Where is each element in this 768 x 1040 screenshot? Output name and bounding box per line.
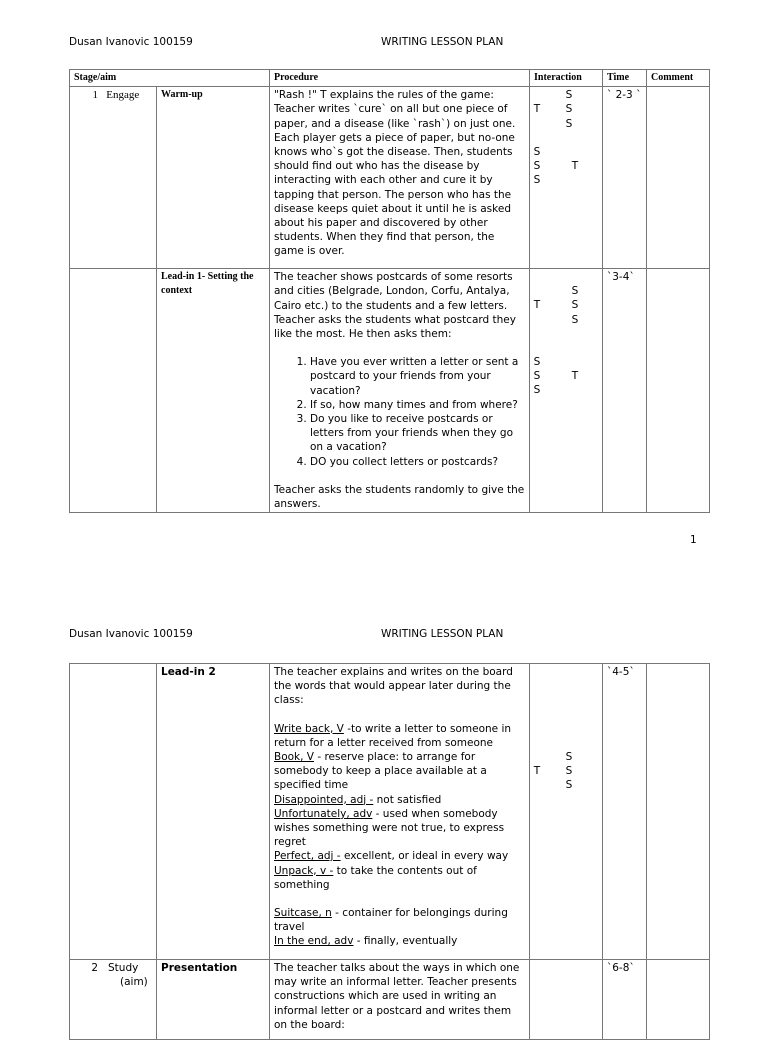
vocab-definition: - container for belongings during travel — [274, 907, 508, 934]
vocab-definition: - finally, eventually — [353, 935, 458, 948]
interaction-t: T — [533, 765, 541, 777]
vocab-definition: -to write a letter to someone in return for a letter received from someone — [274, 722, 512, 749]
procedure-intro: The teacher shows postcards of some resorts and cities (Belgrade, London, Corfu, Antalya, Cairo etc.) to the students and a few letters. Teacher asks the students what postcard they like the most. He then asks them: — [274, 271, 516, 341]
stage-cell — [70, 269, 157, 513]
table-row — [70, 87, 710, 269]
vocab-term: Perfect, adj - — [274, 850, 341, 863]
interaction-s: S — [565, 765, 573, 777]
interaction-s: S — [565, 751, 573, 763]
page-2 — [0, 600, 768, 1031]
table-row — [70, 269, 710, 513]
interaction-s: S — [565, 118, 573, 131]
stage-name: Study — [108, 962, 139, 974]
procedure-cell — [270, 269, 530, 513]
vocab-term: Disappointed, adj - — [274, 793, 374, 806]
list-item: 2. If so, how many times and from where? — [310, 398, 525, 412]
header-comment: Comment — [647, 70, 710, 87]
vocab-term: Book, V — [274, 751, 314, 764]
interaction-s: S — [565, 89, 573, 102]
stage-number: 1 — [92, 89, 98, 102]
interaction-s: S — [533, 146, 541, 159]
vocab-term: Unfortunately, adv — [274, 807, 373, 820]
procedure-cell — [270, 664, 530, 960]
interaction-s: S — [533, 356, 541, 369]
vocab-definition: to take the contents out of something — [274, 864, 477, 891]
interaction-s: S — [571, 299, 579, 312]
table-row — [70, 960, 710, 1040]
interaction-s: S — [533, 160, 541, 173]
step-cell — [157, 960, 270, 1040]
interaction-t: T — [533, 299, 541, 312]
time-cell: `4-5` — [603, 664, 647, 960]
step-cell — [157, 269, 270, 513]
comment-cell — [647, 960, 710, 1040]
interaction-s: S — [571, 285, 579, 298]
header-time: Time — [603, 70, 647, 87]
interaction-t: T — [571, 160, 579, 173]
step-cell — [157, 664, 270, 960]
header-procedure: Procedure — [270, 70, 530, 87]
table-header-row — [70, 70, 710, 87]
vocab-term: Write back, V — [274, 722, 344, 735]
author-label: Dusan Ivanovic 100159 — [69, 628, 193, 640]
comment-cell — [647, 87, 710, 269]
header-stage: Stage/aim — [70, 70, 270, 87]
stage-number: 2 — [91, 962, 98, 974]
stage-name: Engage — [106, 89, 140, 102]
procedure-text: The teacher talks about the ways in which one may write an informal letter. Teacher presents constructions which are used in writing an informal letter or a postcard and writes them on the board: — [274, 962, 520, 1031]
list-item: 1. Have you ever written a letter or sent a postcard to your friends from your vacation? — [310, 355, 525, 398]
comment-cell — [647, 269, 710, 513]
document-title: WRITING LESSON PLAN — [381, 628, 504, 640]
vocab-item — [274, 750, 525, 793]
interaction-s: S — [533, 174, 541, 187]
procedure-intro: The teacher explains and writes on the board the words that would appear later during the class: — [274, 666, 513, 707]
stage-cell — [70, 664, 157, 960]
procedure-text: "Rash !" T explains the rules of the game: Teacher writes `cure` on all but one piece of paper, and a disease (like `rash`) on just one. Each player gets a piece of paper, but no-one knows who`s got the disease. Then, students should find out who has the disease by interacting with each other and cure it by tapping that person. The person who has the disease keeps quiet about it until he is asked about his paper and discovered by other students. When they find that person, the game is over. — [274, 89, 516, 258]
list-item: 4. DO you collect letters or postcards? — [310, 455, 525, 469]
page-header — [69, 628, 709, 642]
step-name: Presentation — [161, 962, 238, 974]
vocab-item — [274, 906, 525, 934]
comment-cell — [647, 664, 710, 960]
document-title: WRITING LESSON PLAN — [381, 36, 504, 48]
interaction-cell — [530, 269, 603, 513]
interaction-t: T — [571, 370, 579, 383]
vocab-term: Unpack, v - — [274, 864, 334, 877]
time-cell: `6-8` — [603, 960, 647, 1040]
table-row — [70, 664, 710, 960]
vocab-item — [274, 864, 525, 892]
lesson-plan-table — [69, 69, 710, 513]
lesson-plan-table — [69, 663, 710, 1040]
interaction-s: S — [533, 370, 541, 383]
interaction-cell — [530, 664, 603, 960]
interaction-s: S — [533, 384, 541, 397]
step-name: Warm-up — [161, 89, 203, 101]
stage-aim: (aim) — [120, 976, 148, 988]
page-header — [69, 36, 709, 50]
step-cell — [157, 87, 270, 269]
header-interaction: Interaction — [530, 70, 603, 87]
procedure-outro: Teacher asks the students randomly to give the answers. — [274, 483, 525, 511]
step-name: Lead-in 2 — [161, 666, 216, 678]
vocab-item — [274, 934, 525, 948]
interaction-t: T — [533, 103, 541, 116]
interaction-cell — [530, 87, 603, 269]
vocab-definition: - used when somebody wishes something were not true, to express regret — [274, 807, 505, 849]
vocab-definition: not satisfied — [373, 793, 442, 806]
interaction-s: S — [571, 314, 579, 327]
vocab-definition: excellent, or ideal in every way — [340, 850, 509, 863]
list-item: 3. Do you like to receive postcards or letters from your friends when they go on a vacation? — [310, 412, 525, 455]
time-cell: ` 2-3 ` — [603, 87, 647, 269]
vocab-item — [274, 807, 525, 850]
question-list — [274, 355, 525, 469]
vocab-term: Suitcase, n — [274, 907, 332, 920]
stage-cell — [70, 960, 157, 1040]
interaction-s: S — [565, 779, 573, 791]
vocab-item — [274, 849, 525, 863]
page-number: 1 — [690, 534, 697, 546]
interaction-s: S — [565, 103, 573, 116]
procedure-cell — [270, 87, 530, 269]
author-label: Dusan Ivanovic 100159 — [69, 36, 193, 48]
stage-cell — [70, 87, 157, 269]
vocab-item — [274, 722, 525, 750]
procedure-cell — [270, 960, 530, 1040]
interaction-cell — [530, 960, 603, 1040]
vocab-item — [274, 793, 525, 807]
time-cell: `3-4` — [603, 269, 647, 513]
vocab-definition: - reserve place: to arrange for somebody to keep a place available at a specified time — [274, 751, 487, 792]
vocab-term: In the end, adv — [274, 935, 354, 948]
step-name: Lead-in 1- Setting the context — [161, 271, 254, 297]
